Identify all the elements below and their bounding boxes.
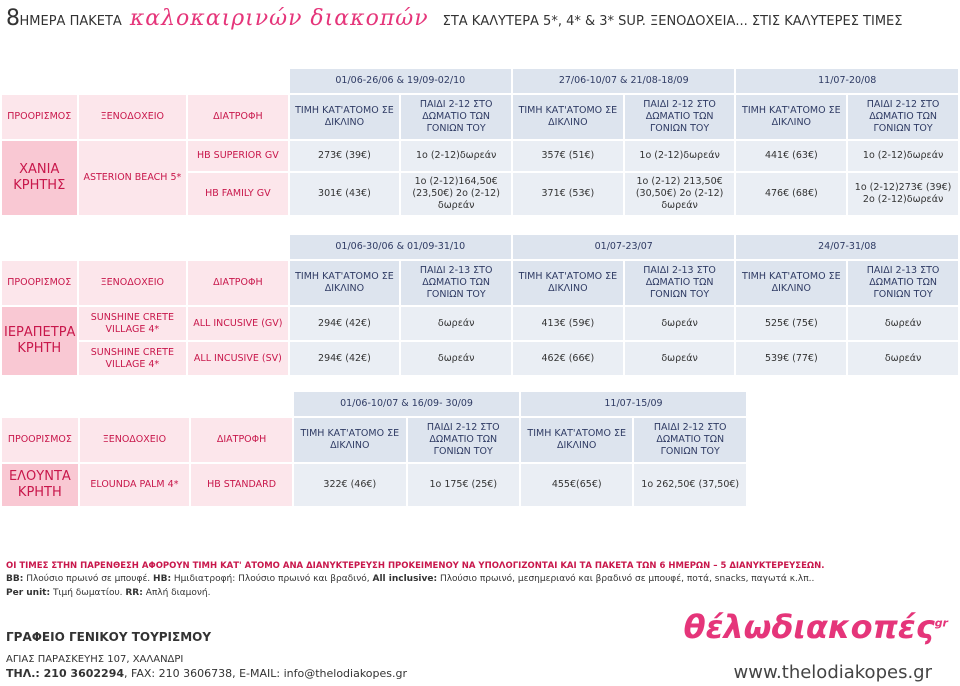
child-cell: 1ο (2-12)δωρεάν: [625, 141, 735, 171]
price-cell: 413€ (59€): [513, 307, 623, 340]
col-child: ΠΑΙΔΙ 2-13 ΣΤΟ ΔΩΜΑΤΙΟ ΤΩΝ ΓΟΝΙΩΝ ΤΟΥ: [401, 261, 511, 305]
col-child: ΠΑΙΔΙ 2-12 ΣΤΟ ΔΩΜΑΤΙΟ ΤΩΝ ΓΟΝΙΩΝ ΤΟΥ: [848, 95, 958, 139]
col-price: ΤΙΜΗ ΚΑΤ'ΑΤΟΜΟ ΣΕ ΔΙΚΛΙΝΟ: [736, 261, 846, 305]
child-cell: 1ο (2-12)164,50€ (23,50€) 2ο (2-12) δωρεάν: [401, 173, 511, 215]
child-cell: δωρεάν: [401, 307, 511, 340]
hotel-cell: SUNSHINE CRETE VILLAGE 4*: [79, 307, 187, 340]
rr-key: RR:: [125, 588, 143, 599]
board-cell: ALL INCUSIVE (SV): [188, 342, 287, 375]
unit-legend: [6, 587, 954, 601]
footer: [6, 630, 407, 680]
child-cell: δωρεάν: [401, 342, 511, 375]
website-link[interactable]: www.thelodiakopes.gr: [733, 662, 932, 683]
price-cell: 476€ (68€): [736, 173, 846, 215]
col-destination: ΠΡΟΟΡΙΣΜΟΣ: [2, 418, 78, 462]
child-cell: δωρεάν: [625, 342, 735, 375]
price-cell: 455€(65€): [521, 464, 632, 506]
child-cell: δωρεάν: [848, 342, 958, 375]
col-destination: ΠΡΟΟΡΙΣΜΟΣ: [2, 261, 77, 305]
col-price: ΤΙΜΗ ΚΑΤ'ΑΤΟΜΟ ΣΕ ΔΙΚΛΙΝΟ: [521, 418, 632, 462]
child-cell: 1ο (2-12)δωρεάν: [848, 141, 958, 171]
period-1: 01/06-30/06 & 01/09-31/10: [290, 235, 511, 259]
col-destination: ΠΡΟΟΡΙΣΜΟΣ: [2, 95, 77, 139]
col-price: ΤΙΜΗ ΚΑΤ'ΑΤΟΜΟ ΣΕ ΔΙΚΛΙΝΟ: [294, 418, 405, 462]
destination-cell: ΙΕΡΑΠΕΤΡΑ ΚΡΗΤΗ: [2, 307, 77, 375]
footnotes: [6, 560, 954, 601]
col-child: ΠΑΙΔΙ 2-12 ΣΤΟ ΔΩΜΑΤΙΟ ΤΩΝ ΓΟΝΙΩΝ ΤΟΥ: [408, 418, 519, 462]
hotel-cell: ELOUNDA PALM 4*: [80, 464, 189, 506]
logo-tail: gr: [934, 616, 948, 630]
ai-text: Πλούσιο πρωινό, μεσημεριανό και βραδινό σε μπουφέ, ποτά, snacks, παγωτά κ.λπ..: [437, 574, 815, 585]
org-name: ΓΡΑΦΕΙΟ ΓΕΝΙΚΟΥ ΤΟΥΡΙΣΜΟΥ: [6, 630, 212, 644]
price-cell: 301€ (43€): [290, 173, 400, 215]
brand-logo: [684, 608, 948, 646]
col-child: ΠΑΙΔΙ 2-13 ΣΤΟ ΔΩΜΑΤΙΟ ΤΩΝ ΓΟΝΙΩΝ ΤΟΥ: [848, 261, 958, 305]
board-cell: ALL INCUSIVE (GV): [188, 307, 287, 340]
col-child: ΠΑΙΔΙ 2-13 ΣΤΟ ΔΩΜΑΤΙΟ ΤΩΝ ΓΟΝΙΩΝ ΤΟΥ: [625, 261, 735, 305]
pu-text: Τιμή δωματίου.: [50, 588, 126, 599]
hb-text: Ημιδιατροφή: Πλούσιο πρωινό και βραδινό,: [171, 574, 373, 585]
child-cell: 1ο (2-12)273€ (39€) 2ο (2-12)δωρεάν: [848, 173, 958, 215]
header-tagline: ΣΤΑ ΚΑΛΥΤΕΡΑ 5*, 4* & 3* SUP. ΞΕΝΟΔΟΧΕΙΑ... ΣΤΙΣ ΚΑΛΥΤΕΡΕΣ ΤΙΜΕΣ: [442, 14, 903, 29]
pu-key: Per unit:: [6, 588, 51, 599]
col-price: ΤΙΜΗ ΚΑΤ'ΑΤΟΜΟ ΣΕ ΔΙΚΛΙΝΟ: [290, 95, 400, 139]
price-cell: 371€ (53€): [513, 173, 623, 215]
col-price: ΤΙΜΗ ΚΑΤ'ΑΤΟΜΟ ΣΕ ΔΙΚΛΙΝΟ: [513, 261, 623, 305]
col-child: ΠΑΙΔΙ 2-12 ΣΤΟ ΔΩΜΑΤΙΟ ΤΩΝ ΓΟΝΙΩΝ ΤΟΥ: [634, 418, 746, 462]
price-cell: 357€ (51€): [513, 141, 623, 171]
ai-key: All inclusive:: [372, 574, 438, 585]
price-table-ierapetra: [0, 233, 960, 377]
board-cell: HB STANDARD: [191, 464, 292, 506]
col-price: ΤΙΜΗ ΚΑΤ'ΑΤΟΜΟ ΣΕ ΔΙΚΛΙΝΟ: [513, 95, 623, 139]
rr-text: Απλή διαμονή.: [142, 588, 211, 599]
hotel-cell: SUNSHINE CRETE VILLAGE 4*: [79, 342, 187, 375]
destination-cell: ΧΑΝΙΑ ΚΡΗΤΗΣ: [2, 141, 77, 215]
hotel-cell: ASTERION BEACH 5*: [79, 141, 187, 215]
destination-cell: ΕΛΟΥΝΤΑ ΚΡΗΤΗ: [2, 464, 78, 506]
page-header: [6, 6, 954, 36]
col-hotel: ΞΕΝΟΔΟΧΕΙΟ: [79, 261, 187, 305]
price-cell: 294€ (42€): [290, 307, 400, 340]
child-cell: 1ο 262,50€ (37,50€): [634, 464, 746, 506]
price-cell: 462€ (66€): [513, 342, 623, 375]
period-2: 27/06-10/07 & 21/08-18/09: [513, 69, 734, 93]
phone: 210 3602294: [39, 667, 125, 680]
header-prefix: ΗΜΕΡΑ ΠΑΚΕΤΑ: [19, 14, 122, 29]
period-3: 24/07-31/08: [736, 235, 958, 259]
price-cell: 273€ (39€): [290, 141, 400, 171]
board-cell: HB SUPERIOR GV: [188, 141, 287, 171]
price-cell: 294€ (42€): [290, 342, 400, 375]
header-script: καλοκαιρινών διακοπών: [129, 6, 429, 31]
child-cell: δωρεάν: [625, 307, 735, 340]
price-table-chania: [0, 67, 960, 217]
child-cell: δωρεάν: [848, 307, 958, 340]
bb-text: Πλούσιο πρωινό σε μπουφέ.: [23, 574, 154, 585]
col-board: ΔΙΑΤΡΟΦΗ: [191, 418, 292, 462]
phone-label: ΤΗΛ.:: [6, 667, 40, 680]
col-price: ΤΙΜΗ ΚΑΤ'ΑΤΟΜΟ ΣΕ ΔΙΚΛΙΝΟ: [290, 261, 400, 305]
period-3: 11/07-20/08: [736, 69, 958, 93]
child-cell: 1ο (2-12)δωρεάν: [401, 141, 511, 171]
col-price: ΤΙΜΗ ΚΑΤ'ΑΤΟΜΟ ΣΕ ΔΙΚΛΙΝΟ: [736, 95, 846, 139]
hb-key: HB:: [153, 574, 172, 585]
price-cell: 322€ (46€): [294, 464, 405, 506]
period-2: 11/07-15/09: [521, 392, 746, 416]
price-cell: 539€ (77€): [736, 342, 846, 375]
period-2: 01/07-23/07: [513, 235, 734, 259]
board-legend: [6, 573, 954, 587]
fax-email: , FAX: 210 3606738, E-MAIL: info@thelodiakopes.gr: [124, 667, 408, 680]
bb-key: BB:: [6, 574, 24, 585]
price-note: ΟΙ ΤΙΜΕΣ ΣΤΗΝ ΠΑΡΕΝΘΕΣΗ ΑΦΟΡΟΥΝ ΤΙΜΗ ΚΑΤ' ΑΤΟΜΟ ΑΝΑ ΔΙΑΝΥΚΤΕΡΕΥΣΗ ΠΡΟΚΕΙΜΕΝΟΥ ΝΑ ΥΠΟΛΟΓΙΖΟΝΤΑΙ ΚΑΙ ΤΑ ΠΑΚΕΤΑ ΤΩΝ 6 ΗΜΕΡΩΝ – 5 ΔΙΑΝΥΚΤΕΡΕΥΣΕΩΝ.: [6, 561, 825, 571]
address: ΑΓΙΑΣ ΠΑΡΑΣΚΕΥΗΣ 107, ΧΑΛΑΝΔΡΙ: [6, 654, 184, 665]
col-child: ΠΑΙΔΙ 2-12 ΣΤΟ ΔΩΜΑΤΙΟ ΤΩΝ ΓΟΝΙΩΝ ΤΟΥ: [401, 95, 511, 139]
col-hotel: ΞΕΝΟΔΟΧΕΙΟ: [79, 95, 187, 139]
price-table-elounda: [0, 390, 748, 508]
col-board: ΔΙΑΤΡΟΦΗ: [188, 261, 287, 305]
price-cell: 441€ (63€): [736, 141, 846, 171]
logo-text: θέλωδιακοπές: [683, 608, 935, 646]
contact-line: [6, 667, 407, 680]
col-hotel: ΞΕΝΟΔΟΧΕΙΟ: [80, 418, 189, 462]
period-1: 01/06-26/06 & 19/09-02/10: [290, 69, 511, 93]
header-number: 8: [6, 6, 20, 31]
child-cell: 1ο 175€ (25€): [408, 464, 519, 506]
price-cell: 525€ (75€): [736, 307, 846, 340]
col-child: ΠΑΙΔΙ 2-12 ΣΤΟ ΔΩΜΑΤΙΟ ΤΩΝ ΓΟΝΙΩΝ ΤΟΥ: [625, 95, 735, 139]
period-1: 01/06-10/07 & 16/09- 30/09: [294, 392, 519, 416]
board-cell: HB FAMILY GV: [188, 173, 287, 215]
col-board: ΔΙΑΤΡΟΦΗ: [188, 95, 287, 139]
child-cell: 1ο (2-12) 213,50€ (30,50€) 2ο (2-12) δωρεάν: [625, 173, 735, 215]
